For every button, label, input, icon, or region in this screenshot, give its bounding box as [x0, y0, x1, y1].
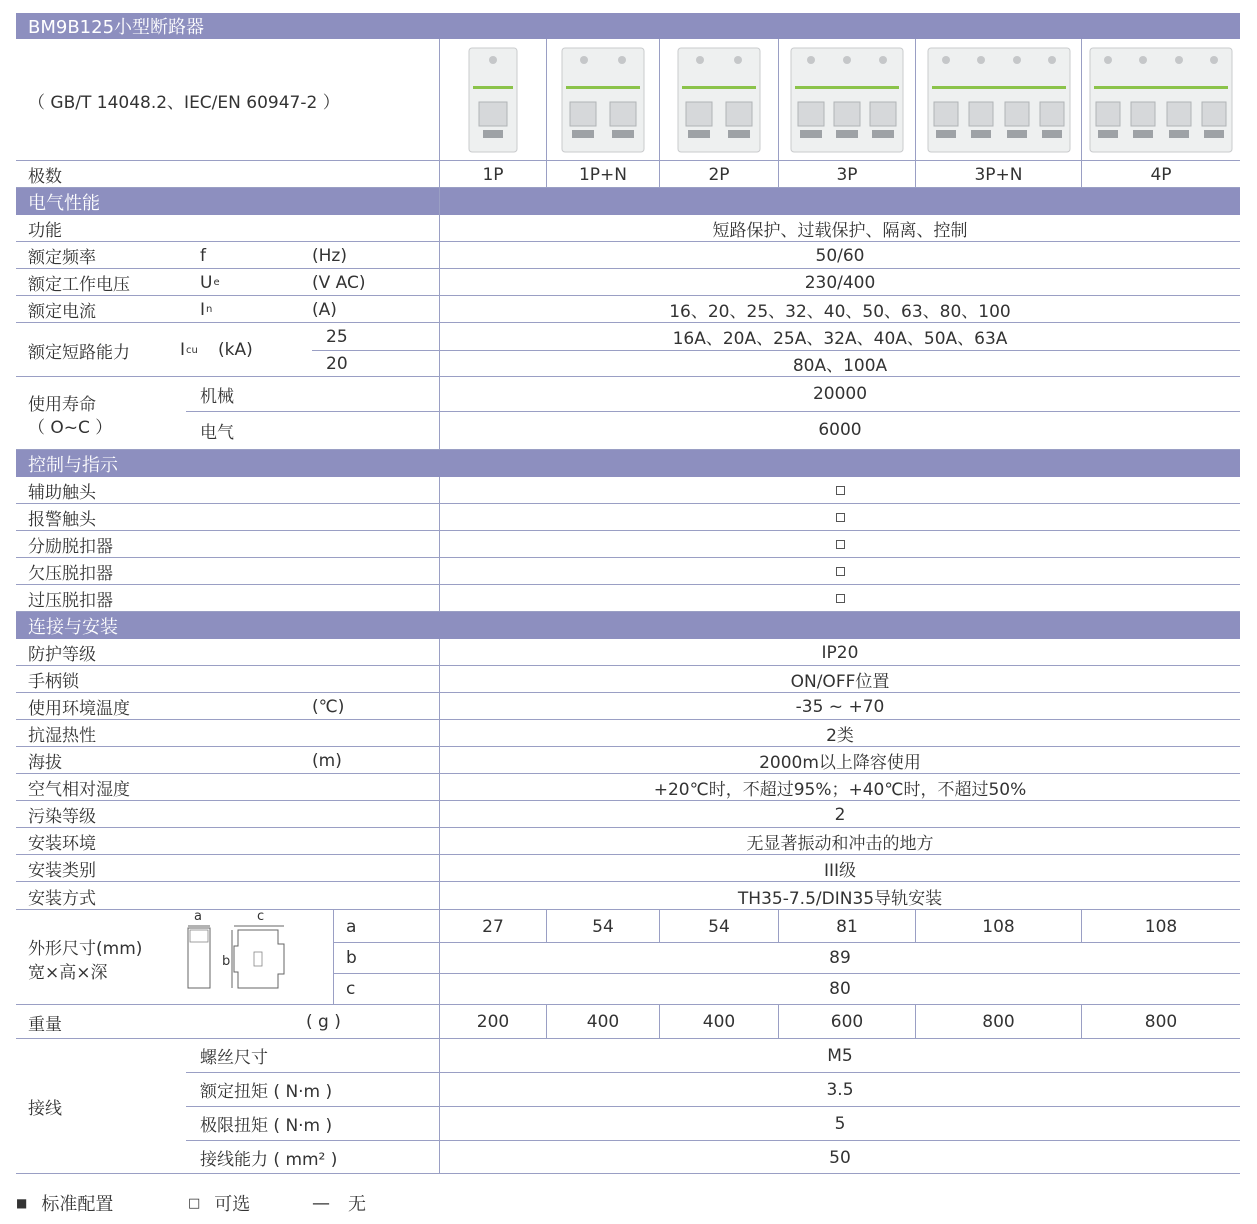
frequency-label: 额定频率: [28, 248, 96, 268]
breaking-symbol: [180, 323, 198, 377]
col-divider-main-2: [439, 477, 440, 612]
col-divider-3b: [778, 910, 779, 942]
overvoltage-release-value: [440, 585, 1240, 612]
handle-lock-label: 手柄锁: [28, 672, 79, 692]
diagram-label-a: a: [194, 909, 202, 924]
dim-key-divider: [333, 910, 334, 1005]
dimension-diagram-icon: [184, 912, 294, 994]
install-category-label: 安装类别: [28, 861, 96, 881]
function-value: 短路保护、过载保护、隔离、控制: [712, 221, 968, 241]
life-divider: [186, 411, 1240, 412]
dimension-diagram: [184, 909, 294, 994]
protection-value: IP20: [821, 642, 859, 663]
col-divider-4c: [915, 1005, 916, 1039]
legend-none-label: 无: [348, 1194, 366, 1215]
life-electrical-label: 电气: [200, 422, 234, 443]
breaker-3pn-image: [924, 44, 1074, 154]
diagram-label-b: b: [222, 954, 231, 969]
legend-optional-label: 可选: [214, 1194, 251, 1215]
legend-optional: [188, 1190, 250, 1216]
none-icon: —: [312, 1192, 330, 1214]
damp-heat-value: 2类: [826, 726, 854, 746]
optional-icon: [836, 567, 845, 576]
dim-b-value: 89: [829, 948, 851, 968]
product-image-2p: [660, 44, 778, 156]
col-divider-5b: [1081, 910, 1082, 942]
optional-icon: [836, 540, 845, 549]
frequency-unit: (Hz): [312, 245, 347, 266]
altitude-value: 2000m以上降容使用: [759, 753, 921, 773]
install-env-label: 安装环境: [28, 834, 96, 854]
breaker-2p-image: [674, 44, 764, 154]
current-symbol-sub: n: [206, 304, 213, 315]
col-divider-3c: [778, 1005, 779, 1039]
life-electrical-value: 6000: [818, 420, 862, 440]
voltage-symbol: [200, 269, 220, 296]
product-image-3pn: [916, 44, 1081, 156]
overvoltage-release-label: 过压脱扣器: [28, 591, 113, 611]
breaking-value-25: 16A、20A、25A、32A、40A、50A、63A: [672, 329, 1008, 349]
current-value: 16、20、25、32、40、50、63、80、100: [669, 302, 1011, 322]
alarm-contact-label: 报警触头: [28, 510, 96, 530]
dim-a-3pn: 108: [982, 916, 1015, 937]
function-label: 功能: [28, 221, 62, 241]
weight-4p: 800: [1144, 1012, 1178, 1032]
optional-icon: [836, 486, 845, 495]
product-image-4p: [1082, 44, 1240, 156]
dim-a-4p: 108: [1144, 916, 1178, 937]
wiring-screw-label: 螺丝尺寸: [200, 1048, 268, 1068]
col-divider-1b: [546, 910, 547, 942]
life-label2: （ O~C ）: [28, 417, 113, 438]
dim-key-a: a: [346, 916, 357, 937]
dim-key-c: c: [346, 979, 356, 999]
dim-c-value: 80: [829, 979, 851, 999]
weight-label: 重量: [28, 1014, 62, 1035]
col-divider-4b: [915, 910, 916, 942]
voltage-symbol-letter: U: [200, 272, 213, 293]
breaker-4p-image: [1086, 44, 1236, 154]
pole-4p: 4P: [1150, 164, 1172, 185]
pole-2p: 2P: [708, 164, 730, 185]
breaking-label: 额定短路能力: [28, 342, 130, 363]
weight-1pn: 400: [586, 1012, 620, 1032]
handle-lock-value: ON/OFF位置: [790, 672, 890, 692]
col-divider-1: [546, 39, 547, 188]
wiring-capacity-label: 接线能力 ( mm² ): [200, 1150, 338, 1170]
section-install: [16, 612, 1240, 639]
weight-3pn: 800: [982, 1012, 1015, 1032]
dim-a-1pn: 54: [592, 916, 614, 937]
col-divider-1c: [546, 1005, 547, 1039]
frequency-value: 50/60: [815, 245, 865, 266]
alarm-contact-value: [440, 504, 1240, 531]
wiring-torque-value: 3.5: [826, 1079, 854, 1100]
col-divider-5: [1081, 39, 1082, 188]
product-image-3p: [779, 44, 915, 156]
wiring-label: 接线: [28, 1099, 62, 1119]
table-title-bar: [16, 13, 1240, 39]
altitude-unit: (m): [312, 750, 342, 771]
legend-standard-label: 标准配置: [41, 1194, 114, 1215]
pole-3p: 3P: [836, 164, 858, 185]
standard-text: （ GB/T 14048.2、IEC/EN 60947-2 ）: [28, 92, 340, 113]
wiring-screw-value: M5: [827, 1045, 853, 1066]
breaking-symbol-letter: I: [180, 340, 186, 360]
pole-3pn: 3P+N: [974, 164, 1023, 185]
dimensions-label2: 宽×高×深: [28, 962, 108, 983]
protection-label: 防护等级: [28, 645, 96, 665]
legend-none: [312, 1190, 366, 1216]
col-divider-3: [778, 39, 779, 188]
breaker-1pn-image: [558, 44, 648, 154]
optional-icon: [836, 594, 845, 603]
breaking-symbol-sub: cu: [186, 344, 198, 356]
humidity-label: 空气相对湿度: [28, 780, 130, 800]
current-label: 额定电流: [28, 302, 96, 322]
breaker-3p-image: [787, 44, 907, 154]
life-mechanical-label: 机械: [200, 386, 234, 407]
wiring-max-torque-label: 极限扭矩 ( N·m ): [200, 1116, 333, 1136]
pollution-label: 污染等级: [28, 807, 96, 827]
humidity-value: +20℃时，不超过95%；+40℃时，不超过50%: [653, 780, 1027, 800]
section-install-label: 连接与安装: [28, 616, 118, 638]
altitude-label: 海拔: [28, 753, 62, 773]
voltage-label: 额定工作电压: [28, 275, 130, 295]
install-env-value: 无显著振动和冲击的地方: [746, 834, 934, 854]
col-divider-4: [915, 39, 916, 188]
optional-icon: [836, 513, 845, 522]
col-divider-5c: [1081, 1005, 1082, 1039]
optional-legend-icon: □: [188, 1195, 201, 1211]
product-image-1p: [440, 44, 546, 156]
pollution-value: 2: [834, 804, 846, 825]
shunt-release-label: 分励脱扣器: [28, 537, 113, 557]
col-divider-2b: [659, 910, 660, 942]
pole-1pn: 1P+N: [578, 164, 628, 185]
frequency-symbol: f: [200, 245, 206, 266]
pole-1p: 1P: [482, 164, 504, 185]
col-divider-main: [439, 39, 440, 450]
undervoltage-release-label: 欠压脱扣器: [28, 564, 113, 584]
table-title: BM9B125小型断路器: [28, 17, 205, 38]
mounting-value: TH35-7.5/DIN35导轨安装: [737, 888, 943, 909]
col-divider-main-3: [439, 639, 440, 1174]
damp-heat-label: 抗湿热性: [28, 726, 96, 746]
current-unit: (A): [312, 299, 337, 320]
aux-contact-value: [440, 477, 1240, 504]
wiring-capacity-value: 50: [829, 1147, 851, 1168]
life-label: 使用寿命: [28, 394, 96, 415]
col-divider-2c: [659, 1005, 660, 1039]
breaking-unit: (kA): [218, 340, 253, 360]
voltage-value: 230/400: [804, 272, 876, 293]
wiring-max-torque-value: 5: [834, 1113, 846, 1134]
weight-3p: 600: [830, 1012, 864, 1032]
section-electrical-label: 电气性能: [28, 192, 100, 214]
voltage-symbol-sub: e: [213, 277, 220, 288]
dim-a-3p: 81: [836, 916, 858, 937]
poles-label: 极数: [28, 167, 62, 187]
undervoltage-release-value: [440, 558, 1240, 585]
dim-a-1p: 27: [482, 916, 504, 937]
life-mechanical-value: 20000: [812, 384, 868, 404]
product-image-1pn: [547, 44, 659, 156]
ambient-temp-unit: (℃): [312, 696, 345, 717]
breaking-ka-20: 20: [326, 353, 348, 374]
wiring-torque-label: 额定扭矩 ( N·m ): [200, 1082, 333, 1102]
legend-standard: [16, 1190, 113, 1216]
current-symbol: [200, 296, 212, 323]
section-electrical: [16, 188, 1240, 215]
breaking-ka-25: 25: [326, 326, 348, 347]
mounting-label: 安装方式: [28, 888, 96, 909]
shunt-release-value: [440, 531, 1240, 558]
section-control-label: 控制与指示: [28, 454, 118, 476]
dim-a-2p: 54: [708, 916, 730, 937]
section-control: [16, 450, 1240, 477]
ambient-temp-label: 使用环境温度: [28, 699, 130, 719]
voltage-unit: (V AC): [312, 272, 366, 293]
dim-key-b: b: [346, 948, 357, 968]
col-divider-2: [659, 39, 660, 188]
current-symbol-letter: I: [200, 299, 206, 320]
weight-1p: 200: [476, 1012, 510, 1032]
install-category-value: III级: [823, 861, 857, 881]
breaking-value-20: 80A、100A: [792, 356, 888, 376]
standard-icon: ■: [16, 1196, 28, 1210]
aux-contact-label: 辅助触头: [28, 483, 96, 503]
weight-unit: ( g ): [306, 1012, 341, 1032]
ambient-temp-value: -35 ~ +70: [795, 696, 885, 717]
breaker-1p-image: [465, 44, 521, 154]
weight-2p: 400: [702, 1012, 736, 1032]
diagram-label-c: c: [257, 909, 265, 924]
dimensions-label: 外形尺寸(mm): [28, 938, 143, 959]
